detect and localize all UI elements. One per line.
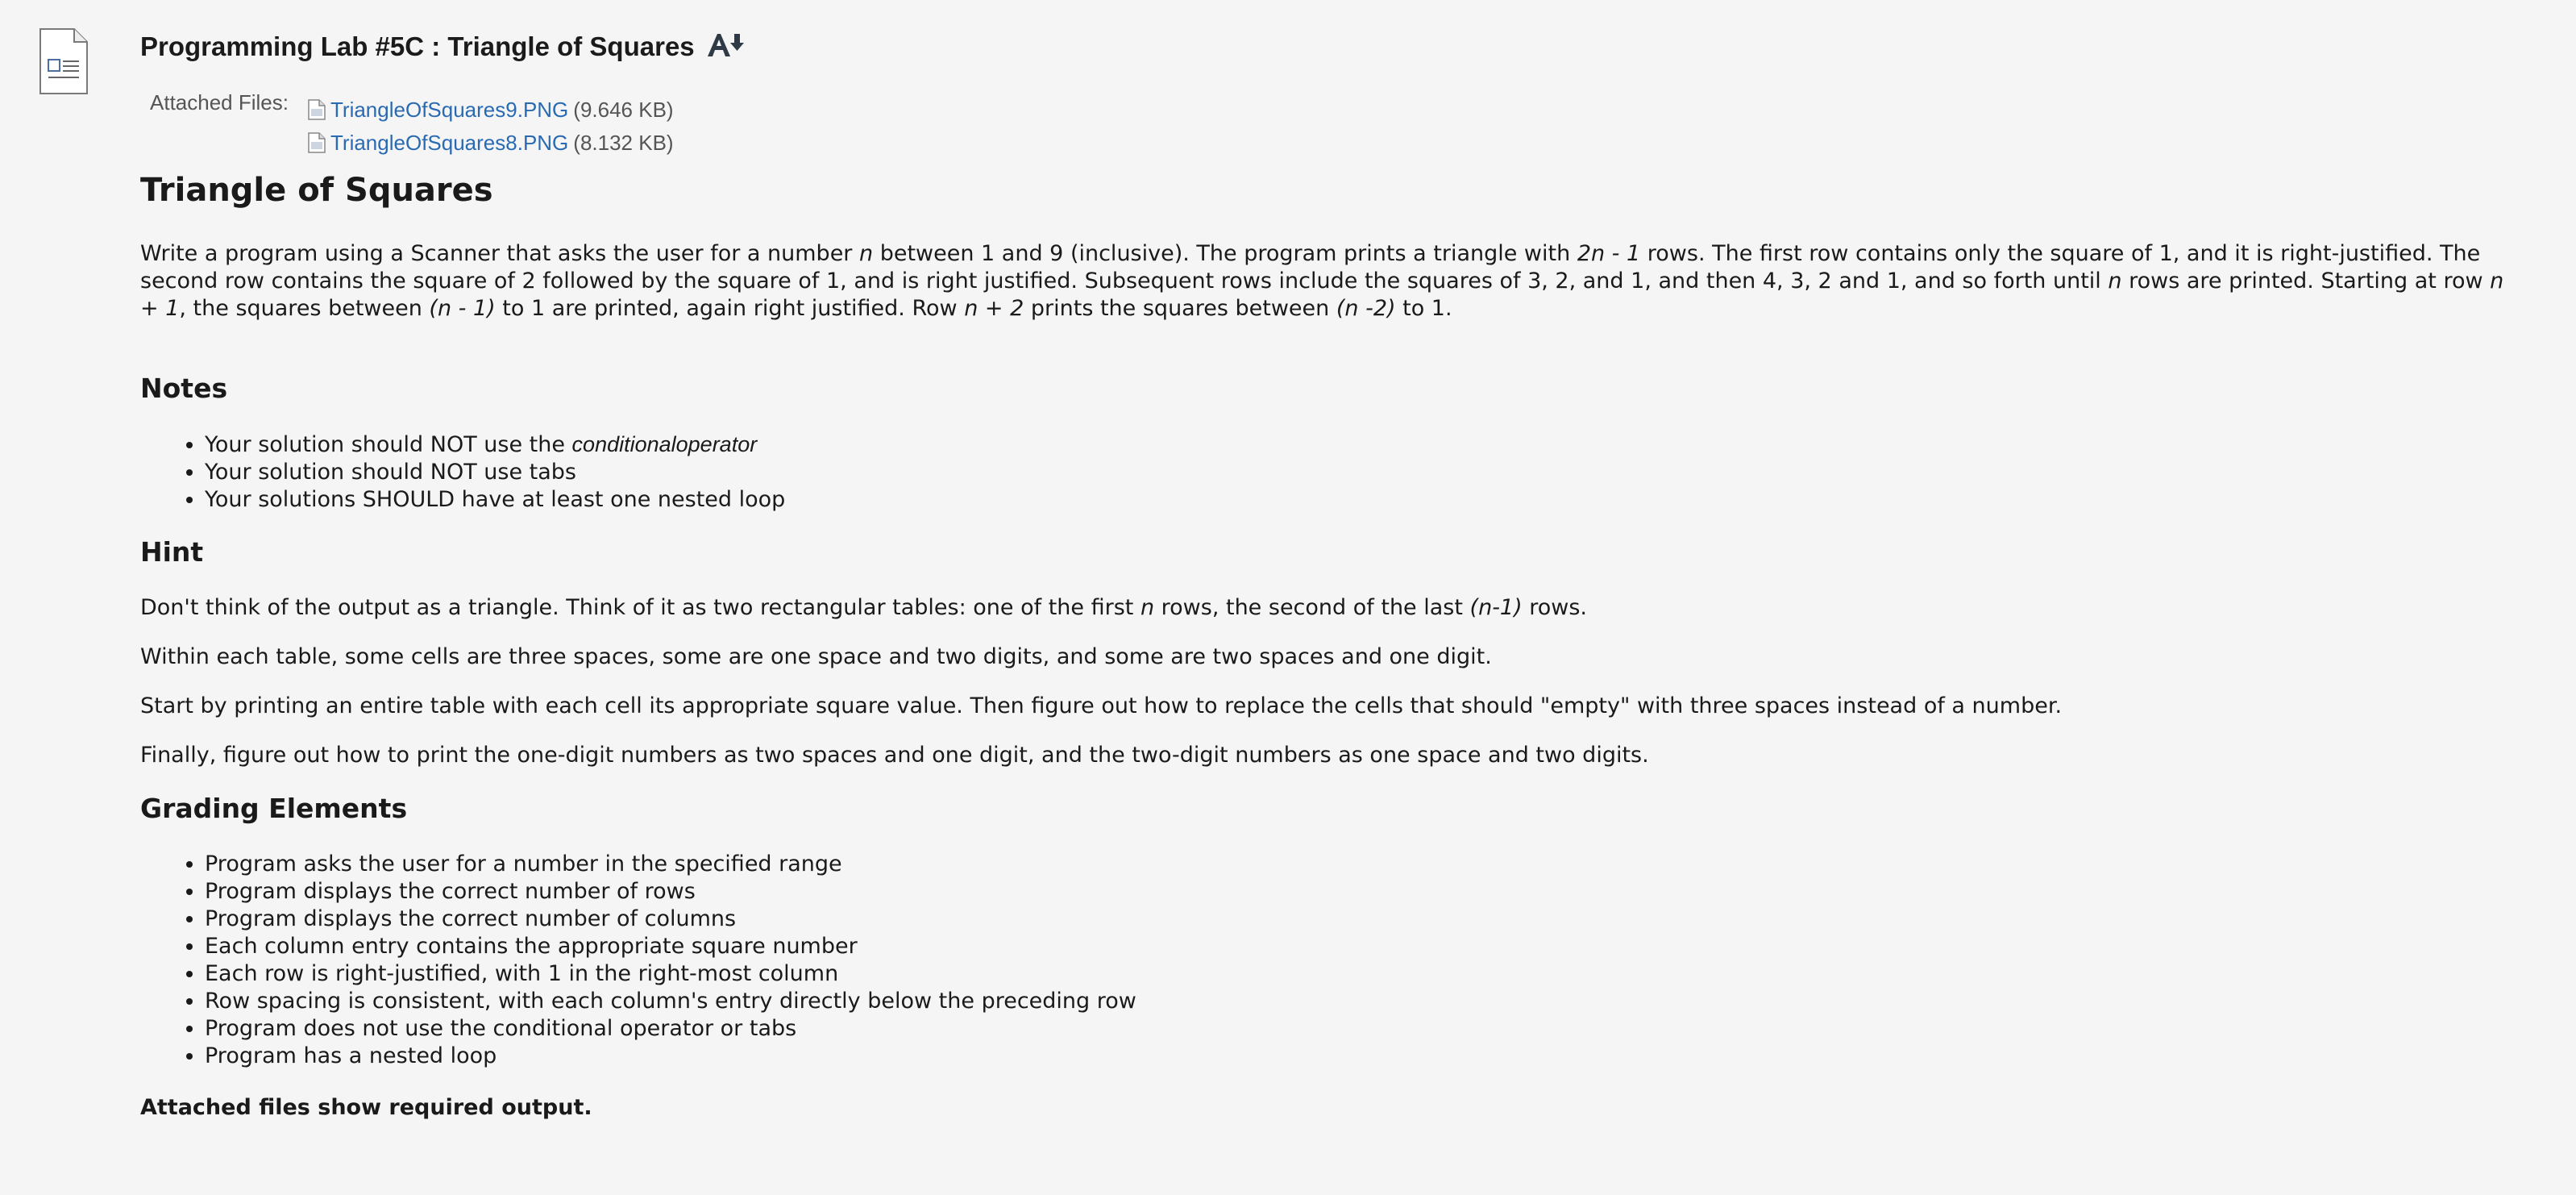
list-item: • Each row is right-justified, with 1 in the right-most column bbox=[205, 960, 2526, 988]
intro-paragraph: Write a program using a Scanner that asks the user for a number n between 1 and 9 (inclusive). The program prints a triangle with 2n - 1 rows. The first row contains only the square of 1, and it is right-justified. The second row contains the square of 2 followed by the square of 1, and is right justified. Subsequent rows include the squares of 3, 2, and 1, and then 4, 3, 2 and 1, and so forth until n rows are printed. Starting at row n + 1, the squares between (n - 1) to 1 are printed, again right justified. Row n + 2 prints the squares between (n -2) to 1. bbox=[140, 241, 2504, 321]
list-item: • Program asks the user for a number in the specified range bbox=[205, 851, 2526, 878]
assignment-body bbox=[140, 169, 2526, 1122]
list-item: • Your solution should NOT use the conditionaloperator bbox=[205, 431, 2526, 459]
list-item: • Your solutions SHOULD have at least one nested loop bbox=[205, 486, 2526, 514]
grading-list bbox=[140, 851, 2526, 1070]
list-item: • Each column entry contains the appropriate square number bbox=[205, 933, 2526, 960]
list-item: • Program has a nested loop bbox=[205, 1043, 2526, 1070]
font-download-icon[interactable] bbox=[706, 31, 746, 63]
hint-paragraph: Finally, figure out how to print the one-digit numbers as two spaces and one digit, and the two-digit numbers as one space and two digits. bbox=[140, 743, 1649, 768]
content-heading: Triangle of Squares bbox=[140, 172, 493, 209]
attachment-size: (9.646 KB) bbox=[573, 98, 674, 122]
assignment-title[interactable]: Programming Lab #5C : Triangle of Squares bbox=[140, 31, 695, 61]
list-item: • Row spacing is consistent, with each column's entry directly below the preceding row bbox=[205, 988, 2526, 1015]
attachment-size: (8.132 KB) bbox=[573, 131, 674, 155]
notes-heading: Notes bbox=[140, 373, 228, 404]
attachment-link[interactable]: TriangleOfSquares9.PNG bbox=[330, 98, 569, 122]
grading-heading: Grading Elements bbox=[140, 793, 408, 824]
attachments-label: Attached Files: bbox=[150, 90, 289, 115]
list-item: • Your solution should NOT use tabs bbox=[205, 459, 2526, 486]
assignment-header bbox=[140, 31, 746, 63]
list-item: • Program displays the correct number of rows bbox=[205, 878, 2526, 906]
attachment-item bbox=[308, 94, 674, 127]
file-icon bbox=[308, 99, 326, 126]
document-icon bbox=[39, 27, 89, 98]
file-icon bbox=[308, 132, 326, 159]
hint-paragraph: Within each table, some cells are three spaces, some are one space and two digits, and some are two spaces and one digit. bbox=[140, 644, 1492, 669]
hint-paragraph: Start by printing an entire table with each cell its appropriate square value. Then figure out how to replace the cells that should "empty" with three spaces instead of a number. bbox=[140, 693, 2063, 718]
list-item: • Program does not use the conditional operator or tabs bbox=[205, 1015, 2526, 1043]
list-item: • Program displays the correct number of columns bbox=[205, 906, 2526, 933]
attachment-item bbox=[308, 127, 674, 160]
attachment-link[interactable]: TriangleOfSquares8.PNG bbox=[330, 131, 569, 155]
hint-paragraph: Don't think of the output as a triangle. Think of it as two rectangular tables: one of the first n rows, the second of the last (n-1) rows. bbox=[140, 595, 1587, 620]
attachments-list bbox=[308, 94, 674, 160]
attached-files-note: Attached files show required output. bbox=[140, 1095, 592, 1120]
notes-list bbox=[140, 431, 2526, 514]
hint-heading: Hint bbox=[140, 536, 204, 568]
